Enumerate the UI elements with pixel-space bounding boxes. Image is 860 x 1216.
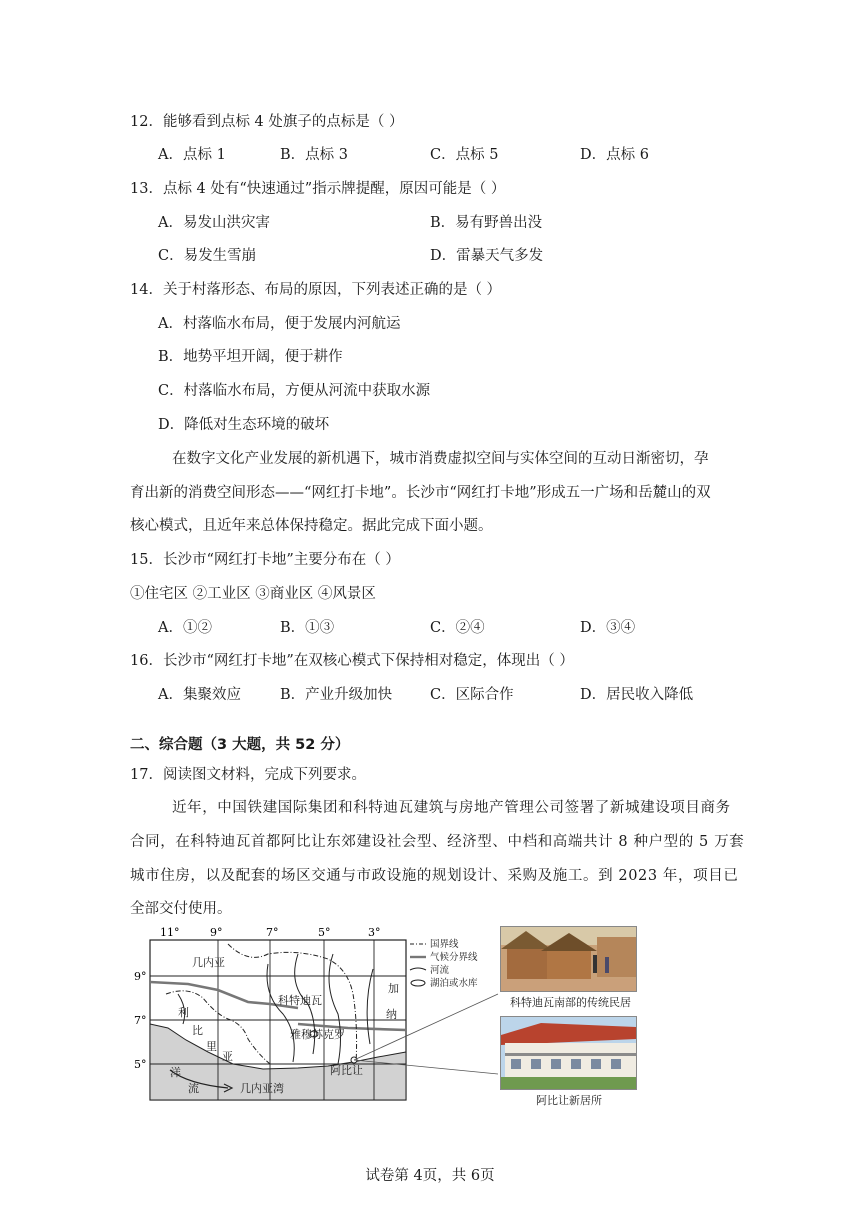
lat-label-9: 9° [134,970,147,983]
svg-text:加: 加 [388,982,399,995]
caption-traditional-houses: 科特迪瓦南部的传统民居 [510,996,631,1009]
question-15-choices: ①住宅区 ②工业区 ③商业区 ④风景区 [130,586,376,602]
lat-label-7: 7° [134,1014,147,1027]
question-12-stem: 12．能够看到点标 4 处旗子的点标是（ ） [130,114,404,130]
question-16-stem: 16．长沙市“网红打卡地”在双核心模式下保持相对稳定，体现出（ ） [130,653,574,669]
q16-option-d[interactable]: D．居民收入降低 [580,687,694,703]
q15-option-a[interactable]: A．①② [158,620,212,636]
q15-option-b[interactable]: B．①③ [280,620,335,636]
svg-text:比: 比 [192,1024,203,1037]
svg-text:纳: 纳 [386,1008,397,1021]
q12-option-c[interactable]: C．点标 5 [430,147,499,163]
svg-text:国界线: 国界线 [430,939,459,950]
svg-text:几内亚湾: 几内亚湾 [240,1082,284,1095]
svg-text:湖泊或水库: 湖泊或水库 [430,978,478,989]
page-footer: 试卷第 4页，共 6页 [365,1168,495,1184]
q13-option-c[interactable]: C．易发生雪崩 [158,248,257,264]
map-figure [134,924,638,1114]
svg-text:利: 利 [178,1006,189,1019]
passage1-line-1: 在数字文化产业发展的新机遇下，城市消费虚拟空间与实体空间的互动日渐密切，孕 [172,451,709,467]
q16-option-a[interactable]: A．集聚效应 [158,687,241,703]
lon-label-3: 3° [368,926,381,939]
q14-option-c[interactable]: C．村落临水布局，方便从河流中获取水源 [158,383,431,399]
q12-option-b[interactable]: B．点标 3 [280,147,348,163]
q17-line-4: 全部交付使用。 [130,901,232,917]
question-17-stem: 17．阅读图文材料，完成下列要求。 [130,767,366,783]
q15-option-c[interactable]: C．②④ [430,620,485,636]
svg-text:科特迪瓦: 科特迪瓦 [278,994,322,1007]
q15-option-d[interactable]: D．③④ [580,620,636,636]
q12-option-a[interactable]: A．点标 1 [158,147,226,163]
q17-line-1: 近年，中国铁建国际集团和科特迪瓦建筑与房地产管理公司签署了新城建设项目商务 [172,800,731,816]
passage1-line-2: 育出新的消费空间形态——“网红打卡地”。长沙市“网红打卡地”形成五一广场和岳麓山的双 [130,485,711,501]
svg-text:气候分界线: 气候分界线 [430,952,478,963]
question-13-stem: 13．点标 4 处有“快速通过”指示牌提醒，原因可能是（ ） [130,181,506,197]
svg-text:几内亚: 几内亚 [192,956,225,969]
q16-option-b[interactable]: B．产业升级加快 [280,687,393,703]
q17-line-3: 城市住房，以及配套的场区交通与市政设施的规划设计、采购及施工。到 2023 年，项目已 [130,868,739,884]
map-legend [410,938,478,989]
passage1-line-3: 核心模式，且近年来总体保持稳定。据此完成下面小题。 [130,518,493,534]
lon-label-5: 5° [318,926,331,939]
question-15-stem: 15．长沙市“网红打卡地”主要分布在（ ） [130,552,400,568]
photo-traditional-houses [500,926,637,992]
q12-option-d[interactable]: D．点标 6 [580,147,649,163]
svg-text:里: 里 [206,1040,217,1053]
section-2-title: 二、综合题（3 大题，共 52 分） [130,737,350,753]
svg-text:洋: 洋 [170,1066,181,1079]
q13-option-b[interactable]: B．易有野兽出没 [430,215,543,231]
new-residence-image [501,1017,636,1089]
svg-text:河流: 河流 [430,965,450,976]
q13-option-d[interactable]: D．雷暴天气多发 [430,248,544,264]
q14-option-d[interactable]: D．降低对生态环境的破坏 [158,417,330,433]
q17-line-2: 合同，在科特迪瓦首都阿比让东郊建设社会型、经济型、中档和高端共计 8 种户型的 5 万套 [130,834,745,850]
q13-option-a[interactable]: A．易发山洪灾害 [158,215,270,231]
svg-text:亚: 亚 [222,1050,233,1063]
svg-text:雅穆苏克罗: 雅穆苏克罗 [290,1028,345,1041]
q16-option-c[interactable]: C．区际合作 [430,687,514,703]
photo-new-residence [500,1016,637,1090]
q14-option-b[interactable]: B．地势平坦开阔，便于耕作 [158,349,343,365]
lon-label-7: 7° [266,926,279,939]
lon-label-11: 11° [160,926,180,939]
q14-option-a[interactable]: A．村落临水布局，便于发展内河航运 [158,316,401,332]
svg-text:阿比让: 阿比让 [330,1064,363,1077]
lat-label-5: 5° [134,1058,147,1071]
lon-label-9: 9° [210,926,223,939]
svg-text:流: 流 [188,1082,199,1095]
caption-new-residence: 阿比让新居所 [536,1094,602,1107]
traditional-house-image [501,927,636,991]
question-14-stem: 14．关于村落形态、布局的原因，下列表述正确的是（ ） [130,282,502,298]
